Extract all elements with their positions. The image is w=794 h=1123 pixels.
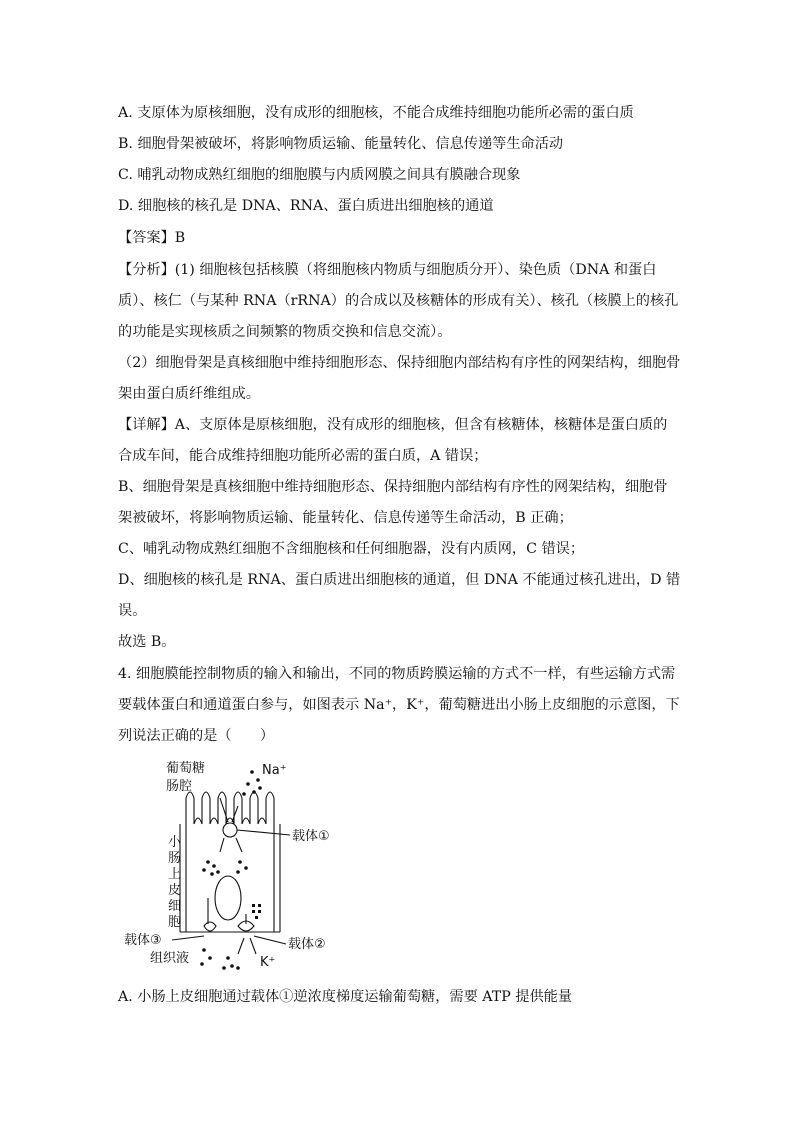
detail-line: 误。 [118, 603, 147, 619]
option-d: D. 细胞核的核孔是 DNA、RNA、蛋白质进出细胞核的通道 [118, 198, 494, 214]
label-cell-3: 上 [168, 867, 182, 882]
analysis-line: 架由蛋白质纤维组成。 [118, 386, 260, 402]
label-fluid: 组织液 [150, 951, 190, 966]
detail-line: 【详解】A、支原体是原核细胞，没有成形的细胞核，但含有核糖体，核糖体是蛋白质的 [118, 417, 668, 433]
label-carrier-1: 载体① [292, 829, 330, 844]
label-glucose: 葡萄糖 [166, 761, 206, 776]
analysis-line: 质）、核仁（与某种 RNA（rRNA）的合成以及核糖体的形成有关）、核孔（核膜上的核孔 [118, 293, 679, 309]
question-4-stem: 4. 细胞膜能控制物质的输入和输出，不同的物质跨膜运输的方式不一样，有些运输方式需 [118, 666, 676, 682]
detail-line: C、哺乳动物成熟红细胞不含细胞核和任何细胞器，没有内质网，C 错误； [118, 541, 585, 557]
label-lumen: 肠腔 [166, 779, 193, 794]
label-na: Na⁺ [262, 763, 287, 778]
label-cell-5: 细 [168, 899, 182, 914]
conclusion: 故选 B。 [118, 634, 176, 650]
detail-line: B、细胞骨架是真核细胞中维持细胞形态、保持细胞内部结构有序性的网架结构，细胞骨 [118, 479, 668, 495]
label-carrier-2: 载体② [288, 937, 326, 952]
label-cell-2: 肠 [168, 851, 182, 866]
label-cell-4: 皮 [168, 883, 182, 898]
option-c: C. 哺乳动物成熟红细胞的细胞膜与内质网膜之间具有膜融合现象 [118, 167, 521, 183]
analysis-line: 的功能是实现核质之间频繁的物质交换和信息交流）。 [118, 324, 452, 340]
option-a: A. 支原体为原核细胞，没有成形的细胞核，不能合成维持细胞功能所必需的蛋白质 [118, 105, 634, 121]
label-k: K⁺ [260, 955, 276, 970]
label-cell-6: 胞 [168, 915, 182, 930]
label-cell-1: 小 [168, 835, 182, 850]
option-b: B. 细胞骨架被破坏，将影响物质运输、能量转化、信息传递等生命活动 [118, 136, 564, 152]
question-4-stem: 要载体蛋白和通道蛋白参与，如图表示 Na⁺，K⁺，葡萄糖进出小肠上皮细胞的示意图，下 [118, 697, 680, 713]
question-4-stem: 列说法正确的是（ ） [118, 728, 275, 744]
label-carrier-3: 载体③ [124, 933, 162, 948]
q4-option-a: A. 小肠上皮细胞通过载体①逆浓度梯度运输葡萄糖，需要 ATP 提供能量 [118, 989, 573, 1005]
intestinal-cell-diagram [120, 758, 350, 978]
detail-line: 架被破坏，将影响物质运输、能量转化、信息传递等生命活动，B 正确； [118, 510, 573, 526]
detail-line: D、细胞核的核孔是 RNA、蛋白质进出细胞核的通道，但 DNA 不能通过核孔进出，D 错 [118, 572, 681, 588]
analysis-line: 【分析】(1) 细胞核包括核膜（将细胞核内物质与细胞质分开）、染色质（DNA 和蛋白 [118, 262, 657, 278]
detail-line: 合成车间，能合成维持细胞功能所必需的蛋白质，A 错误； [118, 448, 488, 464]
analysis-line: （2）细胞骨架是真核细胞中维持细胞形态、保持细胞内部结构有序性的网架结构，细胞骨 [118, 355, 681, 371]
answer: 【答案】B [118, 230, 186, 246]
